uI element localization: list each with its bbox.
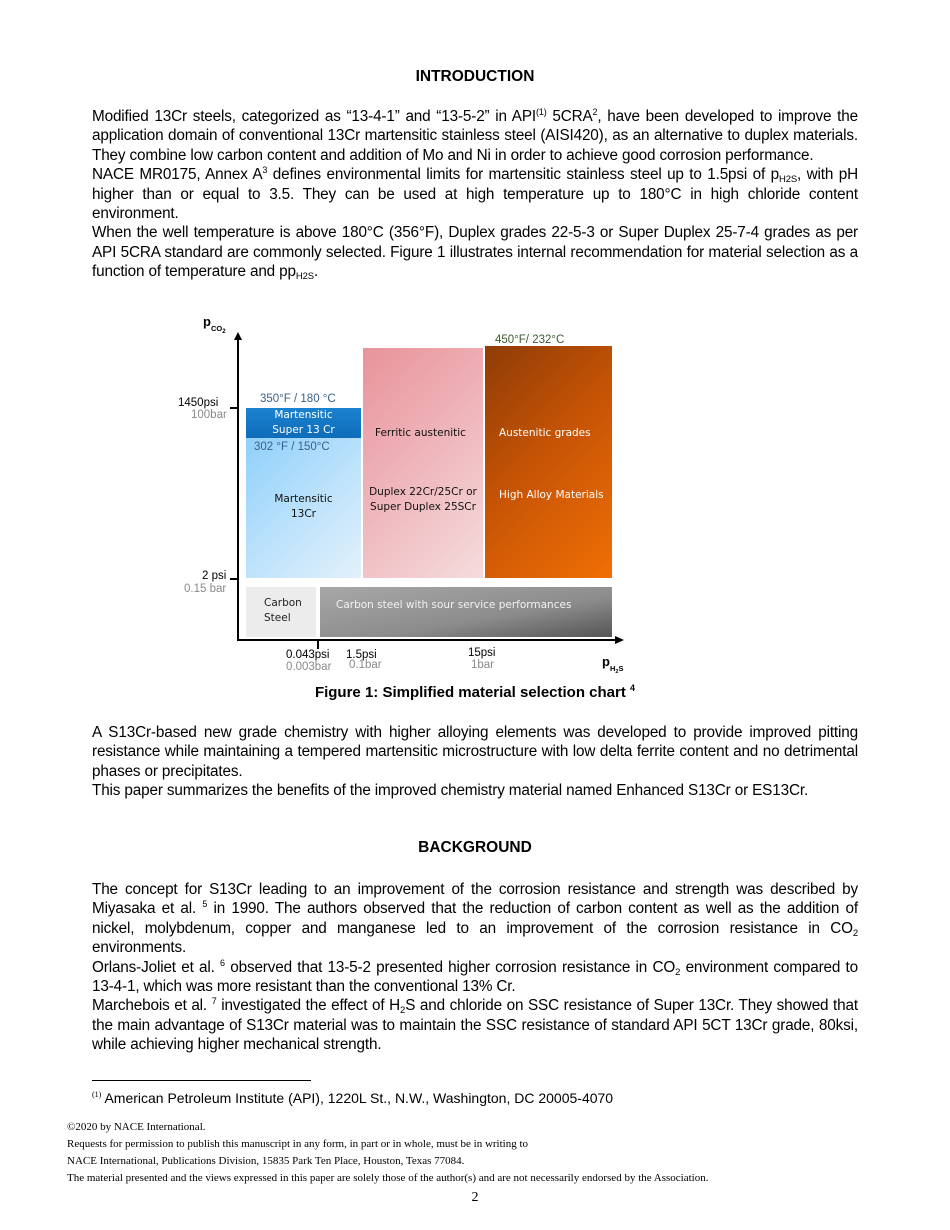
- background-paragraph-1: The concept for S13Cr leading to an improvement of the corrosion resistance and strength was described by Miyasaka et al. $^5$ in 1990. The authors observed that the reduction of carbon content as well as the addition of nickel, molybdenum, copper and manganese led to an improvement of the corrosion resistance in $CO_2$ environments.: [92, 881, 858, 957]
- y-label-015bar: 0.15 bar: [184, 583, 227, 595]
- x-axis-title: $p_{H2S}$: [602, 654, 624, 675]
- intro-paragraph-3: When the well temperature is above 180°C (356°F), Duplex grades 22-5-3 or Super Duplex 25-7-4 grades as per API 5CRA standard are commonly selected. Figure 1 illustrates internal recommendation for material selection as a function of temperature and $pp_{H2S}$.: [92, 224, 858, 283]
- background-paragraph-3: Marchebois et al. $^7$ investigated the effect of $H_2S$ and chloride on SSC resistance of Super 13Cr. They showed that the main advantage of S13Cr material was to maintain the SSC resistance of standard API 5CT 13Cr grade, 80ksi, while achieving higher mechanical strength.: [92, 996, 858, 1054]
- x-axis: [237, 639, 617, 641]
- x-label-0043psi: 0.043psi: [286, 649, 330, 661]
- temp-label-450f: 450°F/ 232°C: [495, 334, 565, 346]
- x-axis-arrow-icon: [615, 636, 624, 644]
- temp-label-350f: 350°F / 180 °C: [260, 393, 336, 405]
- permission-line: Requests for permission to publish this manuscript in any form, in part or in whole, must be in writing to: [67, 1138, 529, 1150]
- y-tick-1450psi: [230, 407, 238, 409]
- x-label-01bar: 0.1bar: [349, 659, 382, 671]
- y-tick-2psi: [230, 578, 238, 580]
- y-axis: [237, 338, 239, 641]
- disclaimer-line: The material presented and the views expressed in this paper are solely those of the author(s) and are not necessarily endorsed by the Association.: [67, 1172, 709, 1184]
- y-label-100bar: 100bar: [191, 409, 227, 421]
- x-label-15psi: 1.5psi: [346, 649, 377, 661]
- material-selection-chart: [170, 310, 650, 685]
- y-label-2psi: 2 psi: [202, 570, 227, 582]
- publisher-address-line: NACE International, Publications Division, 15835 Park Ten Place, Houston, Texas 77084.: [67, 1155, 465, 1167]
- section-heading-background: BACKGROUND: [418, 839, 532, 856]
- x-label-15psi-high: 15psi: [468, 647, 496, 659]
- region-austenitic-grades: Austenitic grades High Alloy Materials: [485, 346, 612, 578]
- introduction-body: [92, 107, 858, 282]
- footnote-divider: [92, 1080, 311, 1081]
- intro-paragraph-1: Modified 13Cr steels, categorized as “13-4-1” and “13-5-2” in API$^{(1)}$ 5CRA$^2$, have been developed to improve the application domain of conventional 13Cr martensitic stainless steel (AISI420), as an alternative to duplex materials. They combine low carbon content and addition of Mo and Ni in order to achieve good corrosion performance.: [92, 107, 858, 164]
- footnote-api: $^{(1)}$ American Petroleum Institute (API), 1220L St., N.W., Washington, DC 20005-4070: [92, 1090, 614, 1106]
- x-label-1bar: 1bar: [471, 659, 495, 671]
- region-ferritic-austenitic: Ferritic austenitic Duplex 22Cr/25Cr or Super Duplex 25SCr: [363, 348, 483, 578]
- x-tick-0043psi: [317, 641, 319, 649]
- intro-paragraph-2: NACE MR0175, Annex $A^3$ defines environmental limits for martensitic stainless steel up to 1.5psi of $p_{H2S}$, with pH higher than or equal to 3.5. They can be used at high temperature up to 180°C in high chloride content environment.: [92, 165, 858, 223]
- temp-label-302f: 302 °F / 150°C: [254, 441, 330, 453]
- section-heading-introduction: INTRODUCTION: [415, 68, 535, 85]
- background-paragraph-2: Orlans-Joliet et al. $^6$ observed that 13-5-2 presented higher corrosion resistance in $CO_2$ environment compared to 13-4-1, which was more resistant than the conventional 13% Cr.: [92, 957, 859, 996]
- page-number: 2: [471, 1190, 479, 1205]
- copyright-line: ©2020 by NACE International.: [67, 1121, 206, 1133]
- region-martensitic-super-13cr: Martensitic Super 13 Cr: [246, 408, 361, 438]
- region-carbon-steel-sour-service: Carbon steel with sour service performances: [320, 587, 612, 637]
- background-body: [92, 880, 858, 1055]
- figure-caption: Figure 1: Simplified material selection chart $^4$: [314, 683, 636, 701]
- region-carbon-steel: Carbon Steel: [246, 587, 316, 637]
- region-martensitic-13cr: Martensitic 13Cr: [246, 438, 361, 578]
- post-figure-body: [92, 723, 858, 801]
- y-label-1450psi: 1450psi: [178, 397, 219, 409]
- post-figure-paragraph-2: This paper summarizes the benefits of the improved chemistry material named Enhanced S13Cr or ES13Cr.: [92, 782, 809, 800]
- x-label-0003bar: 0.003bar: [286, 661, 332, 673]
- post-figure-paragraph-1: A S13Cr-based new grade chemistry with higher alloying elements was developed to provide improved pitting resistance while maintaining a tempered martensitic microstructure with low delta ferrite content and no detrimental phases or precipitates.: [92, 724, 858, 780]
- y-axis-title: $p_{CO2}$: [203, 314, 226, 335]
